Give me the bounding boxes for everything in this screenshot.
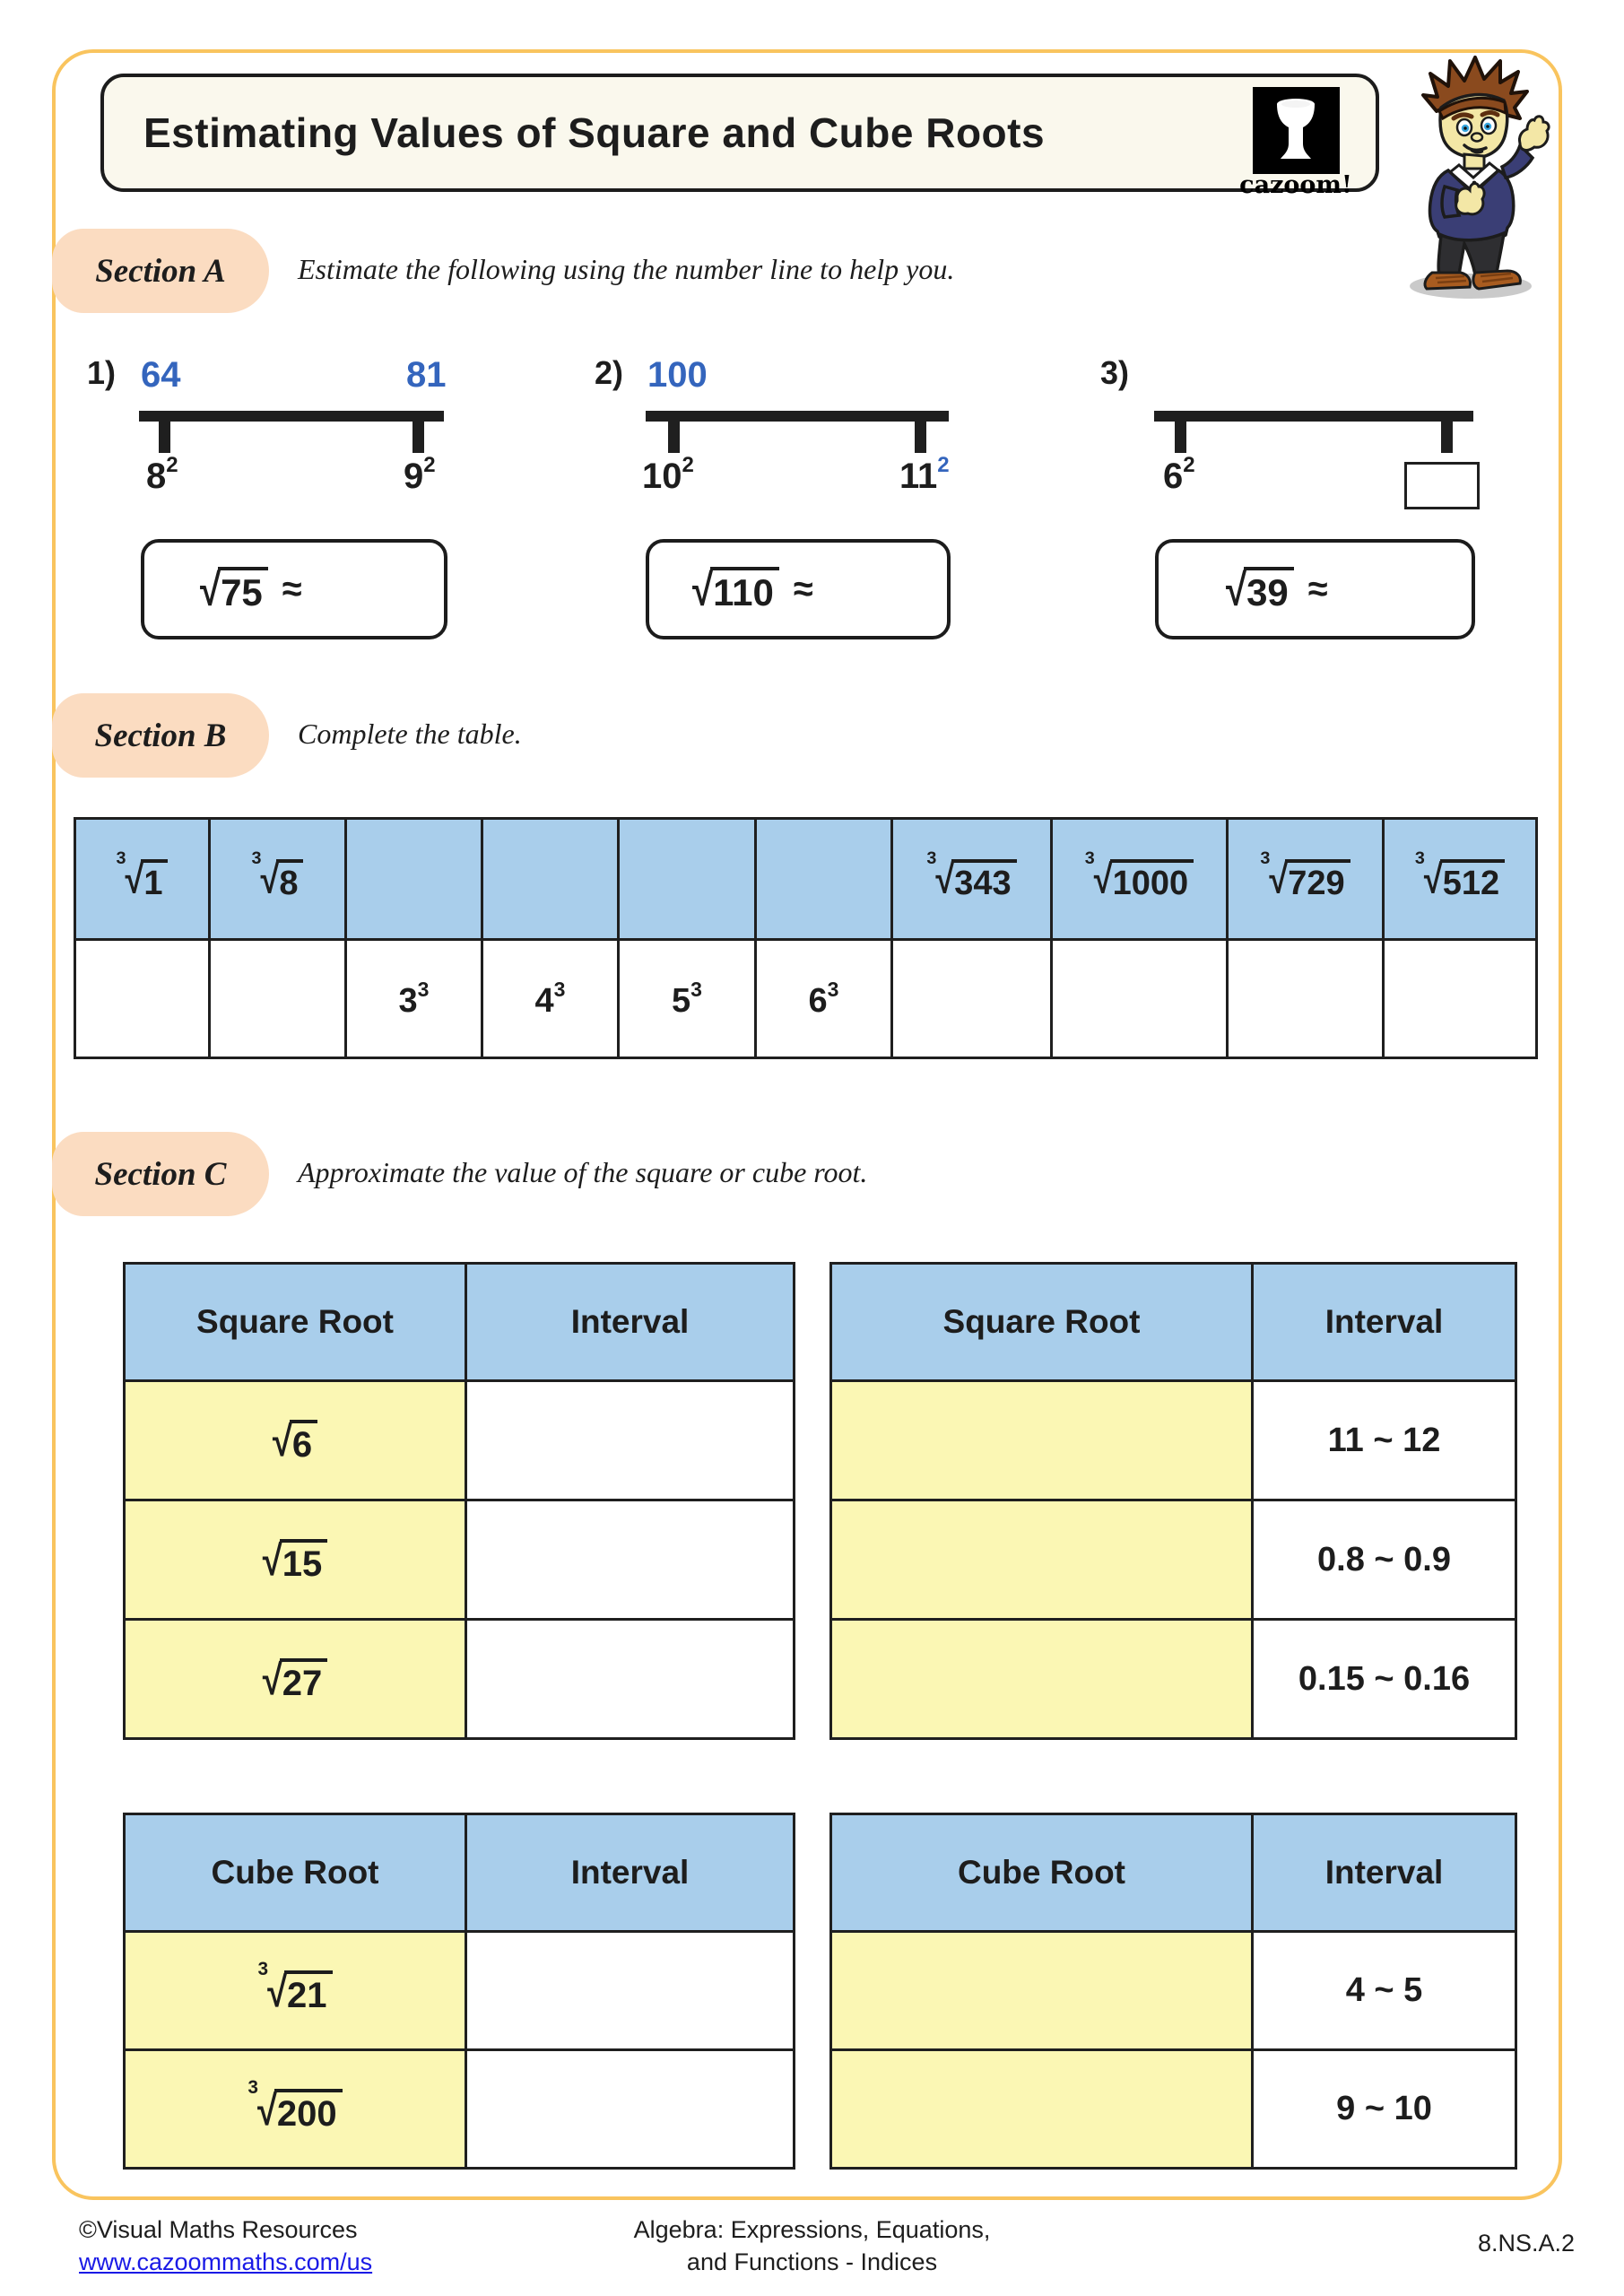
numberline-1-right-tick [413, 411, 424, 453]
cell-cuberoot-1000: $^3$ √ 1000 [1052, 819, 1228, 940]
cell-sqrt-6: √ 6 [125, 1381, 466, 1500]
radical-icon: √ [262, 1537, 282, 1585]
mascot-boy-illustration [1385, 50, 1569, 315]
section-b-label: Section B [94, 717, 227, 754]
numberline-1-left-value: 64 [141, 355, 181, 395]
cell-root-blank[interactable] [831, 1620, 1253, 1739]
numberline-3-right-tick [1441, 411, 1453, 453]
footer-subject [0, 2213, 1624, 2278]
radical-icon: √ [935, 857, 955, 903]
section-a-label: Section A [95, 252, 226, 290]
radical-icon: √ [692, 564, 714, 614]
cell-sqrt-27: √ 27 [125, 1620, 466, 1739]
cell-interval-015-016: 0.15 ~ 0.16 [1253, 1620, 1516, 1739]
cell-interval-11-12: 11 ~ 12 [1253, 1381, 1516, 1500]
table-row [125, 1932, 795, 2050]
cell-cuberoot-343: $^3$ √ 343 [892, 819, 1052, 940]
cazoom-logo [1238, 87, 1354, 199]
cell-interval-blank[interactable] [466, 1500, 795, 1620]
title-box [100, 74, 1379, 199]
section-c-badge [52, 1132, 269, 1216]
radical-icon: √ [200, 564, 221, 614]
radical-icon: √ [262, 1657, 282, 1704]
footer-website-link[interactable]: www.cazoommaths.com/us [79, 2248, 373, 2275]
cell-root-blank[interactable] [831, 1381, 1253, 1500]
cell-cuberoot-blank[interactable] [346, 819, 482, 940]
numberline-2-left-value: 100 [647, 355, 708, 395]
cell-interval-blank[interactable] [466, 1620, 795, 1739]
radical-icon: √ [272, 1418, 292, 1465]
numberline-2-left-label: $10^2$ [642, 453, 694, 496]
cell-power-blank[interactable] [1384, 940, 1537, 1058]
cell-cuberoot-blank[interactable] [482, 819, 619, 940]
cell-root-blank[interactable] [831, 1500, 1253, 1620]
cell-power-blank[interactable] [210, 940, 346, 1058]
radical-icon: √ [1423, 857, 1443, 903]
page-title: Estimating Values of Square and Cube Roots [143, 109, 1046, 156]
numberline-2-right-tick [915, 411, 926, 453]
numberline-3-left-label: $6^2$ [1163, 453, 1195, 496]
cell-cuberoot-512: $^3$ √ 512 [1384, 819, 1537, 940]
radical-icon: √ [267, 1969, 288, 2016]
cell-root-blank[interactable] [831, 1932, 1253, 2050]
radical-icon: √ [1269, 857, 1289, 903]
numberline-1-left-tick [159, 411, 170, 453]
problem-3-number: 3) [1100, 354, 1130, 391]
cell-cbrt-200: $^3$ √ 200 [125, 2050, 466, 2169]
numberline-1-right-label: $9^2$ [404, 453, 436, 496]
table-row [831, 1381, 1516, 1500]
cell-cuberoot-1: $^3$ √ 1 [75, 819, 210, 940]
approx-symbol: ≈ [282, 569, 302, 609]
cell-interval-blank[interactable] [466, 1932, 795, 2050]
table-row [125, 2050, 795, 2169]
radical-icon: √ [256, 2087, 277, 2135]
column-header-cube-root: Cube Root [125, 1814, 466, 1932]
cube-root-row [75, 819, 1537, 940]
section-c-instruction: Approximate the value of the square or cube root. [298, 1156, 868, 1188]
numberline-3-right-answer-box[interactable] [1404, 462, 1480, 509]
square-root-table-right [829, 1262, 1517, 1740]
column-header-square-root: Square Root [831, 1264, 1253, 1381]
cell-interval-9-10: 9 ~ 10 [1253, 2050, 1516, 2169]
radical-icon: √ [1093, 857, 1113, 903]
footer-subject-line2: and Functions - Indices [686, 2248, 938, 2275]
numberline-1-left-label: $8^2$ [146, 453, 178, 496]
cazoom-logo-text: cazoom! [1239, 171, 1352, 199]
approx-symbol: ≈ [1307, 569, 1328, 609]
cell-cbrt-21: $^3$ √ 21 [125, 1932, 466, 2050]
cell-cuberoot-729: $^3$ √ 729 [1228, 819, 1384, 940]
numberline-2-right-label: $11^2$ [899, 453, 950, 496]
cell-cuberoot-8: $^3$ √ 8 [210, 819, 346, 940]
table-row [831, 1620, 1516, 1739]
problem-2-number: 2) [595, 354, 624, 391]
column-header-interval: Interval [1253, 1814, 1516, 1932]
cell-power-blank[interactable] [892, 940, 1052, 1058]
numberline-3 [1154, 411, 1473, 422]
column-header-interval: Interval [466, 1264, 795, 1381]
radical-icon: √ [125, 857, 144, 903]
column-header-interval: Interval [466, 1814, 795, 1932]
answer-box-sqrt-75[interactable]: √ 75 ≈ [141, 539, 447, 639]
cube-root-table-left [123, 1813, 795, 2170]
table-row [831, 1500, 1516, 1620]
table-row [125, 1381, 795, 1500]
section-b-badge [52, 693, 269, 778]
table-row [125, 1620, 795, 1739]
cell-power-6: $6^3$ [756, 940, 892, 1058]
problem-1-number: 1) [87, 354, 117, 391]
cell-power-4: $4^3$ [482, 940, 619, 1058]
table-row [831, 1932, 1516, 2050]
square-root-table-left [123, 1262, 795, 1740]
radical-icon: √ [1226, 564, 1247, 614]
cell-power-3: $3^3$ [346, 940, 482, 1058]
cell-interval-blank[interactable] [466, 1381, 795, 1500]
column-header-cube-root: Cube Root [831, 1814, 1253, 1932]
cazoom-logo-drum-icon [1253, 87, 1340, 174]
numberline-1 [139, 411, 444, 422]
footer-subject-line1: Algebra: Expressions, Equations, [633, 2216, 991, 2243]
cell-interval-08-09: 0.8 ~ 0.9 [1253, 1500, 1516, 1620]
cell-power-blank[interactable] [75, 940, 210, 1058]
section-a-badge [52, 229, 269, 313]
section-b-instruction: Complete the table. [298, 718, 522, 750]
cell-cuberoot-blank[interactable] [619, 819, 756, 940]
radical-icon: √ [260, 857, 280, 903]
approx-symbol: ≈ [793, 569, 813, 609]
table-row [831, 2050, 1516, 2169]
cell-power-blank[interactable] [1052, 940, 1228, 1058]
section-a-instruction: Estimate the following using the number line to help you. [298, 253, 955, 285]
cell-interval-4-5: 4 ~ 5 [1253, 1932, 1516, 2050]
footer-copyright: ©Visual Maths Resources [79, 2216, 358, 2243]
numberline-3-left-tick [1175, 411, 1186, 453]
cell-cuberoot-blank[interactable] [756, 819, 892, 940]
answer-box-sqrt-110[interactable]: √ 110 ≈ [646, 539, 951, 639]
numberline-1-right-value: 81 [406, 355, 447, 395]
cell-power-blank[interactable] [1228, 940, 1384, 1058]
footer-standard-code: 8.NS.A.2 [1477, 2230, 1575, 2257]
cell-interval-blank[interactable] [466, 2050, 795, 2169]
section-c-label: Section C [94, 1155, 227, 1193]
numberline-2 [646, 411, 949, 422]
column-header-square-root: Square Root [125, 1264, 466, 1381]
answer-box-sqrt-39[interactable]: √ 39 ≈ [1155, 539, 1475, 639]
cell-sqrt-15: √ 15 [125, 1500, 466, 1620]
table-row [125, 1500, 795, 1620]
column-header-interval: Interval [1253, 1264, 1516, 1381]
cube-root-table-right [829, 1813, 1517, 2170]
cell-root-blank[interactable] [831, 2050, 1253, 2169]
cell-power-5: $5^3$ [619, 940, 756, 1058]
numberline-2-left-tick [668, 411, 680, 453]
cube-powers-table [74, 817, 1538, 1059]
power-row [75, 940, 1537, 1058]
